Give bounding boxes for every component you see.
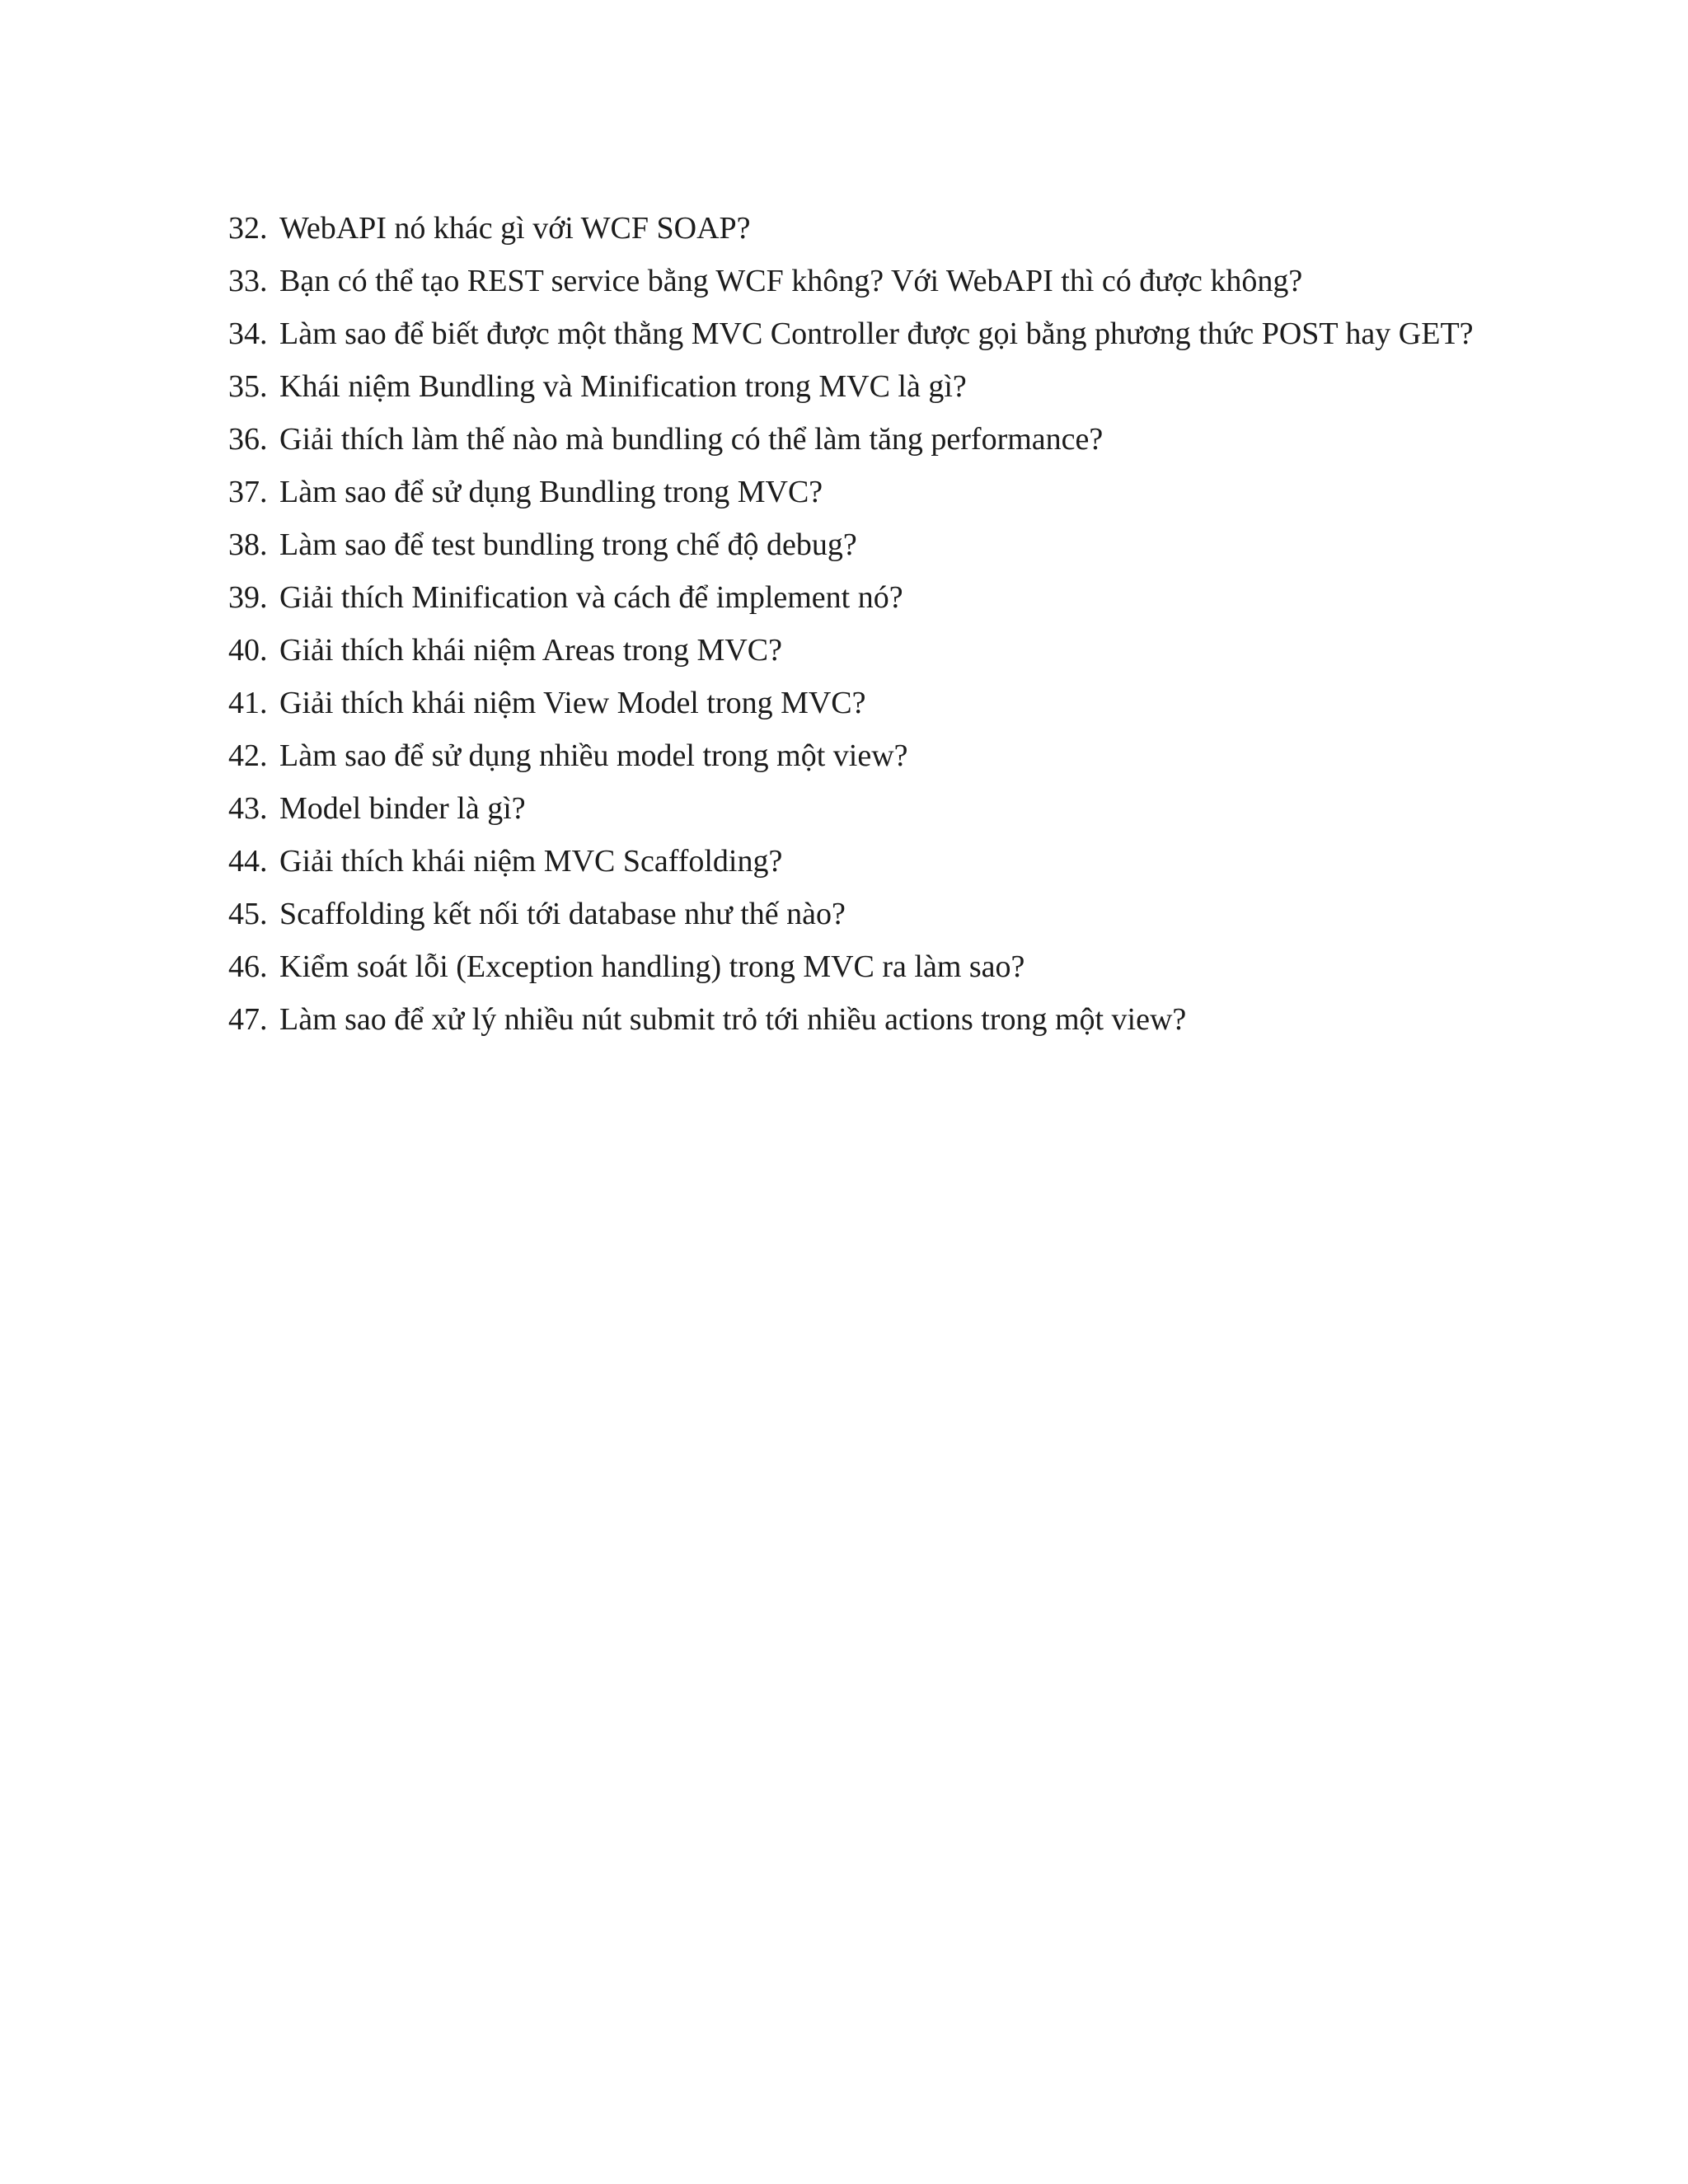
question-item-45 [228,888,1481,940]
question-item-38 [228,518,1481,571]
question-item-40 [228,624,1481,677]
question-number: 36. [228,422,268,457]
question-number: 44. [228,844,268,879]
question-number: 41. [228,686,268,720]
question-number: 34. [228,316,268,351]
question-number: 43. [228,791,268,826]
question-item-39 [228,571,1481,624]
question-text: Làm sao để sử dụng Bundling trong MVC? [279,475,823,509]
question-text: Làm sao để xử lý nhiều nút submit trỏ tới nhiều actions trong một view? [279,1002,1187,1037]
question-text: Làm sao để biết được một thằng MVC Controller được gọi bằng phương thức POST hay GET? [279,316,1474,351]
question-text: Kiểm soát lỗi (Exception handling) trong MVC ra làm sao? [279,949,1025,984]
question-item-33 [228,255,1481,307]
question-number: 45. [228,897,268,931]
question-number: 37. [228,475,268,509]
question-number: 32. [228,211,268,246]
question-item-41 [228,677,1481,729]
question-item-46 [228,940,1481,993]
question-number: 35. [228,369,268,404]
question-item-36 [228,413,1481,466]
question-text: Giải thích làm thế nào mà bundling có thể làm tăng performance? [279,422,1104,457]
question-item-35 [228,360,1481,413]
question-number: 42. [228,738,268,773]
question-text: Giải thích khái niệm Areas trong MVC? [279,633,782,668]
question-number: 46. [228,949,268,984]
question-item-42 [228,729,1481,782]
question-item-47 [228,993,1481,1046]
question-item-43 [228,782,1481,835]
question-text: Bạn có thể tạo REST service bằng WCF không? Với WebAPI thì có được không? [279,264,1303,298]
question-number: 39. [228,580,268,615]
question-item-37 [228,466,1481,518]
question-number: 38. [228,527,268,562]
question-number: 33. [228,264,268,298]
question-item-34 [228,307,1481,360]
question-text: Giải thích Minification và cách để implement nó? [279,580,903,615]
question-item-32 [228,202,1481,255]
question-list [228,202,1481,1046]
question-text: Model binder là gì? [279,791,526,826]
question-text: Giải thích khái niệm MVC Scaffolding? [279,844,783,879]
question-text: Giải thích khái niệm View Model trong MVC? [279,686,866,720]
question-item-44 [228,835,1481,888]
question-text: Khái niệm Bundling và Minification trong MVC là gì? [279,369,967,404]
question-text: Làm sao để sử dụng nhiều model trong một view? [279,738,908,773]
question-text: Scaffolding kết nối tới database như thế nào? [279,897,846,931]
question-number: 40. [228,633,268,668]
question-text: Làm sao để test bundling trong chế độ debug? [279,527,857,562]
question-text: WebAPI nó khác gì với WCF SOAP? [279,211,751,246]
question-number: 47. [228,1002,268,1037]
